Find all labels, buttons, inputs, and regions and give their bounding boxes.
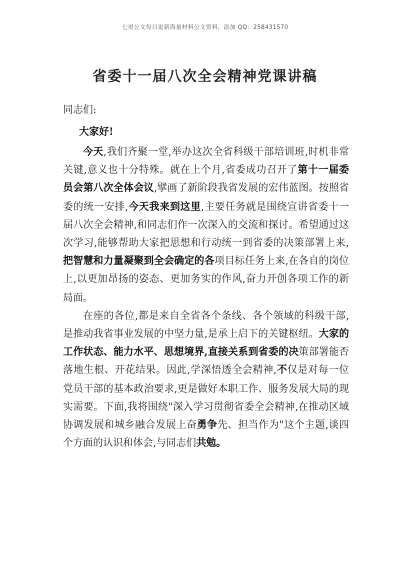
text-run: 仅是对每一位党员干部的基本政治要求,更是做好本职工作、服务发展大局的现实需要。下面,我将围绕"深入学习贯彻省委全会精神,在推动区域协调发展和城乡融合发展上奋 bbox=[63, 365, 350, 432]
text-run: ,我们齐聚一堂,举办这次全省科级干部培训班,时机非常关键,意义也十分特殊。就在上个月,省委成功召开了 bbox=[63, 147, 349, 177]
text-run: 在座的各位,都是来自全省各个条线、各个领域的科级干部,是推动我省事业发展的中坚力量,是承上启下的关键枢纽。 bbox=[63, 310, 349, 341]
text-run: ,擘画了新阶段我省发展的宏伟蓝图。按照省委的统一安排, bbox=[63, 183, 349, 213]
text-run: 先、担当作为"这个主题,谈四个方面的认识和体会,与同志们 bbox=[63, 420, 350, 450]
paragraph-1 bbox=[63, 144, 349, 308]
bold-text-run: 第十一届委员会第八次全体会议 bbox=[63, 165, 350, 195]
page-title: 省委十一届八次全会精神党课讲稿 bbox=[92, 69, 318, 85]
text-run: 项目标任务上来,在各自的岗位上,以更加昂扬的姿态、更加务实的作风,奋力开创各项工作的新局面。 bbox=[63, 256, 350, 304]
bold-text-run: 今天 bbox=[83, 147, 104, 158]
document-body bbox=[63, 144, 349, 453]
bold-text-run: 把智慧和力量凝聚到全会确定的各 bbox=[63, 256, 215, 268]
greeting: 大家好! bbox=[79, 127, 114, 138]
text-run: 策部署能否落地生根、开花结果。因此,学深悟透全会精神, bbox=[63, 347, 349, 377]
header-note: 七哥公文每日更新海量材料公文资料，添加 QQ：258431570 bbox=[121, 25, 289, 31]
bold-text-run: 勇争 bbox=[196, 420, 218, 432]
bold-text-run: 今天我来到这里 bbox=[128, 201, 201, 213]
bold-text-run: 共勉。 bbox=[196, 438, 227, 450]
paragraph-2 bbox=[63, 308, 349, 454]
salutation: 同志们: bbox=[63, 105, 97, 116]
bold-text-run: 不 bbox=[276, 365, 288, 377]
text-run: ,主要任务就是围绕宣讲省委十一届八次全会精神,和同志们作一次深入的交流和探讨。希望通过这次学习,能够帮助大家把思想和行动统一到省委的决策部署上来, bbox=[63, 201, 349, 250]
bold-text-run: 大家的工作状态、能力水平、思想境界,直接关系到省委的决 bbox=[63, 329, 349, 359]
